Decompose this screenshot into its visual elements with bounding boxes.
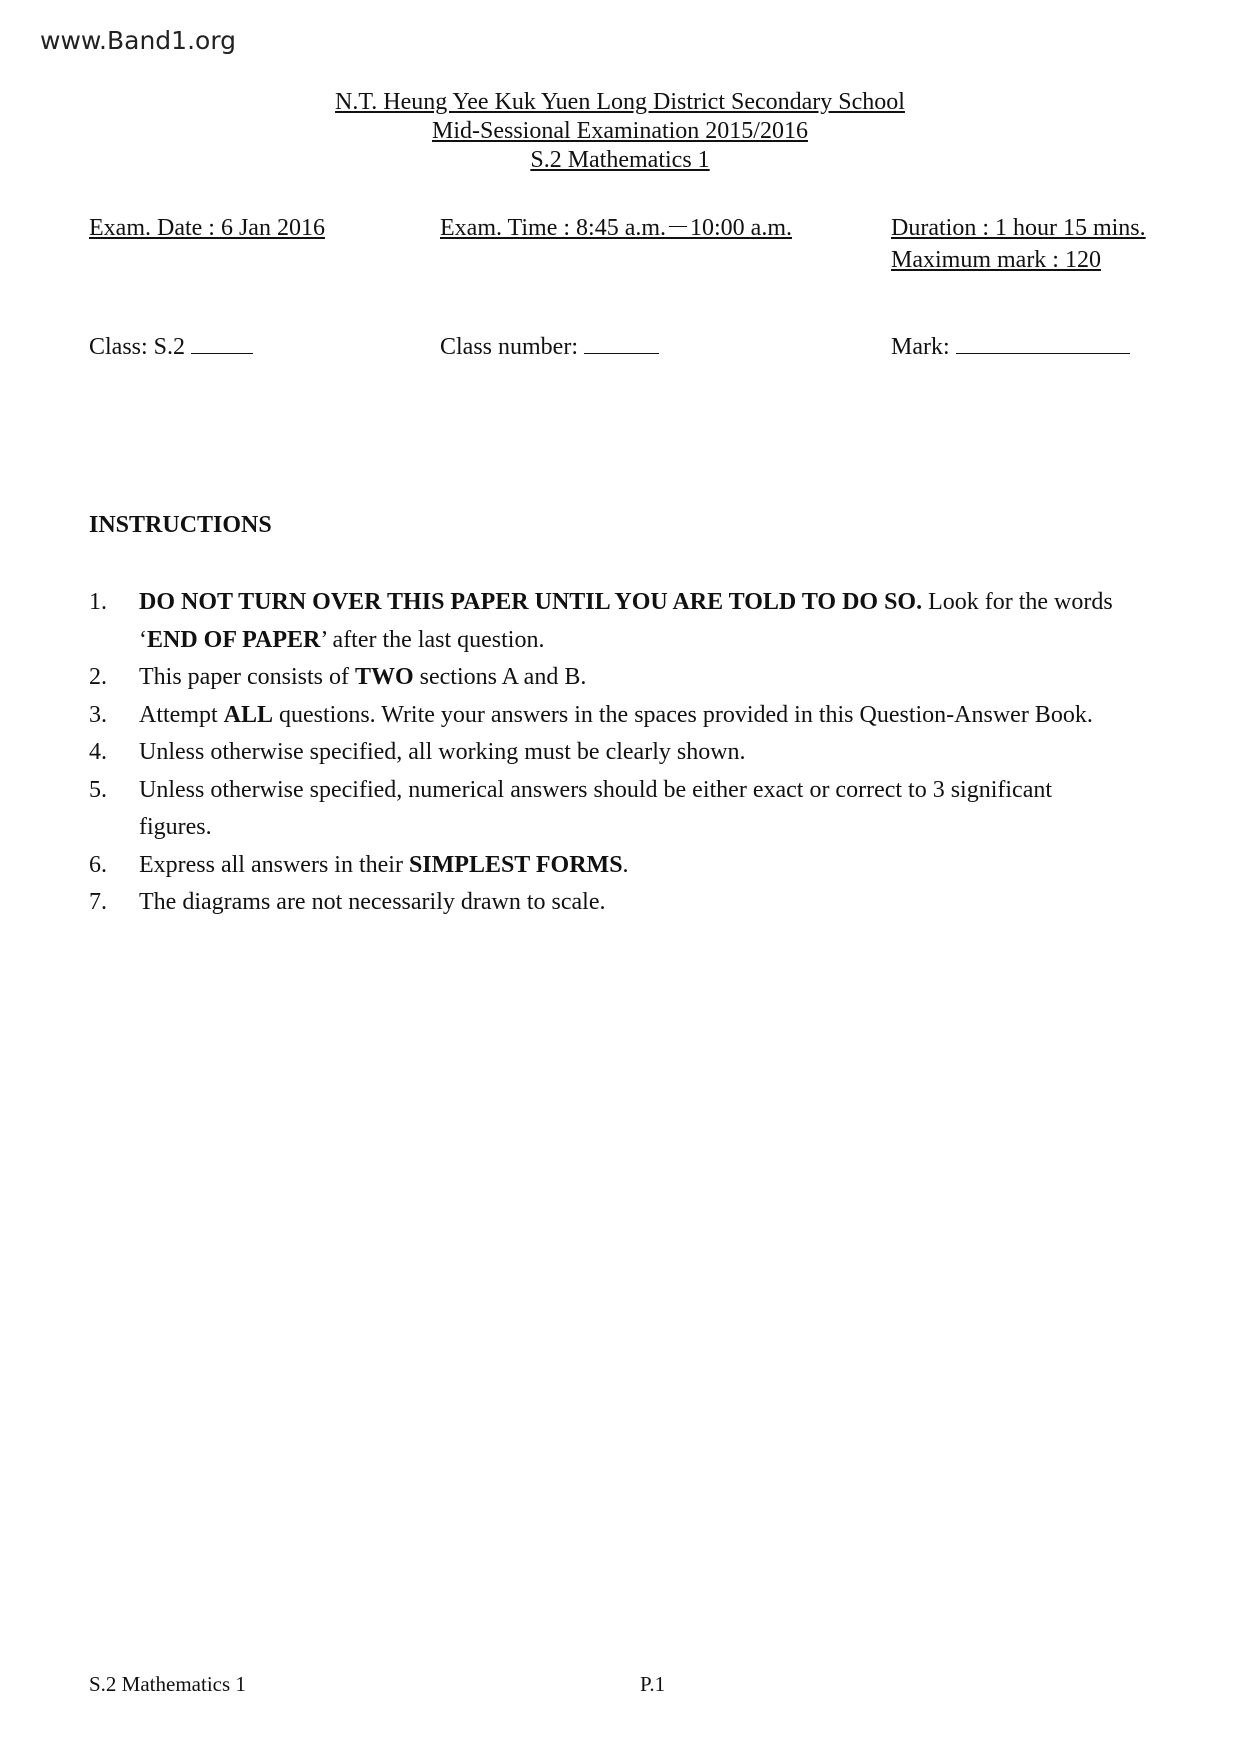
- instruction-number: 7.: [89, 889, 107, 915]
- subject-name: S.2 Mathematics 1: [530, 147, 710, 173]
- instruction-bold: TWO: [354, 664, 414, 690]
- class-label: Class: S.2: [89, 334, 186, 360]
- class-number-blank[interactable]: [584, 331, 659, 354]
- class-field: [89, 331, 253, 363]
- class-blank[interactable]: [191, 331, 253, 354]
- watermark-url: www.Band1.org: [40, 26, 237, 55]
- mark-label: Mark:: [891, 334, 950, 360]
- class-number-label: Class number:: [440, 334, 578, 360]
- instruction-text-b: .: [622, 851, 629, 878]
- instruction-item: [89, 772, 1169, 847]
- instruction-number: 5.: [89, 776, 107, 803]
- instruction-text-b: questions. Write your answers in the spaces provided in this Question-Answer Book.: [273, 701, 1093, 728]
- duration-block: [891, 212, 1146, 276]
- instruction-text: The diagrams are not necessarily drawn to scale.: [139, 889, 606, 915]
- instruction-text-a: Attempt: [139, 701, 224, 728]
- page-number: P.1: [640, 1672, 666, 1696]
- instruction-item: [89, 847, 1169, 885]
- exam-time: Exam. Time : 8:45 a.m.－10:00 a.m.: [440, 215, 792, 241]
- instruction-text-a: Look for the words ‘: [139, 589, 1113, 653]
- instruction-text-b: sections A and B.: [413, 664, 587, 690]
- instruction-bold-lead: DO NOT TURN OVER THIS PAPER UNTIL YOU ARE TOLD TO DO SO.: [139, 589, 923, 615]
- instruction-item: [89, 734, 1169, 772]
- instruction-text: [139, 847, 1169, 885]
- footer-subject: S.2 Mathematics 1: [89, 1672, 246, 1696]
- exam-name: Mid-Sessional Examination 2015/2016: [432, 118, 808, 144]
- instruction-item: [89, 584, 1169, 659]
- instruction-text-b: ’ after the last question.: [320, 626, 545, 653]
- instruction-number: 6.: [89, 851, 107, 878]
- instruction-item: [89, 884, 1169, 922]
- instruction-text: Unless otherwise specified, numerical answers should be either exact or correct to 3 significant figures.: [139, 776, 1053, 840]
- class-number-field: [440, 331, 659, 363]
- mark-blank[interactable]: [956, 331, 1130, 354]
- instruction-number: 3.: [89, 701, 107, 728]
- instruction-number: 2.: [89, 664, 107, 690]
- instruction-item: [89, 697, 1169, 735]
- exam-date: Exam. Date : 6 Jan 2016: [89, 215, 325, 241]
- exam-header: [0, 88, 1240, 175]
- exam-duration: Duration : 1 hour 15 mins.: [891, 215, 1146, 241]
- instruction-bold: END OF PAPER: [147, 626, 321, 653]
- mark-field: [891, 331, 1130, 363]
- school-name: N.T. Heung Yee Kuk Yuen Long District Secondary School: [335, 89, 905, 115]
- instructions-heading: INSTRUCTIONS: [89, 512, 272, 538]
- maximum-mark: Maximum mark : 120: [891, 247, 1101, 273]
- instructions-list: [89, 584, 1169, 922]
- instruction-item: [89, 659, 1169, 697]
- instruction-bold: SIMPLEST FORMS: [408, 851, 623, 878]
- instruction-text: [139, 584, 1169, 659]
- instruction-number: 4.: [89, 739, 107, 765]
- instruction-bold: ALL: [223, 701, 274, 728]
- instruction-text: [139, 697, 1169, 735]
- instruction-number: 1.: [89, 589, 107, 615]
- instruction-text-a: Express all answers in their: [139, 851, 409, 878]
- instruction-text: [139, 659, 1169, 697]
- instruction-text-a: This paper consists of: [139, 664, 355, 690]
- instruction-text: Unless otherwise specified, all working must be clearly shown.: [139, 739, 746, 765]
